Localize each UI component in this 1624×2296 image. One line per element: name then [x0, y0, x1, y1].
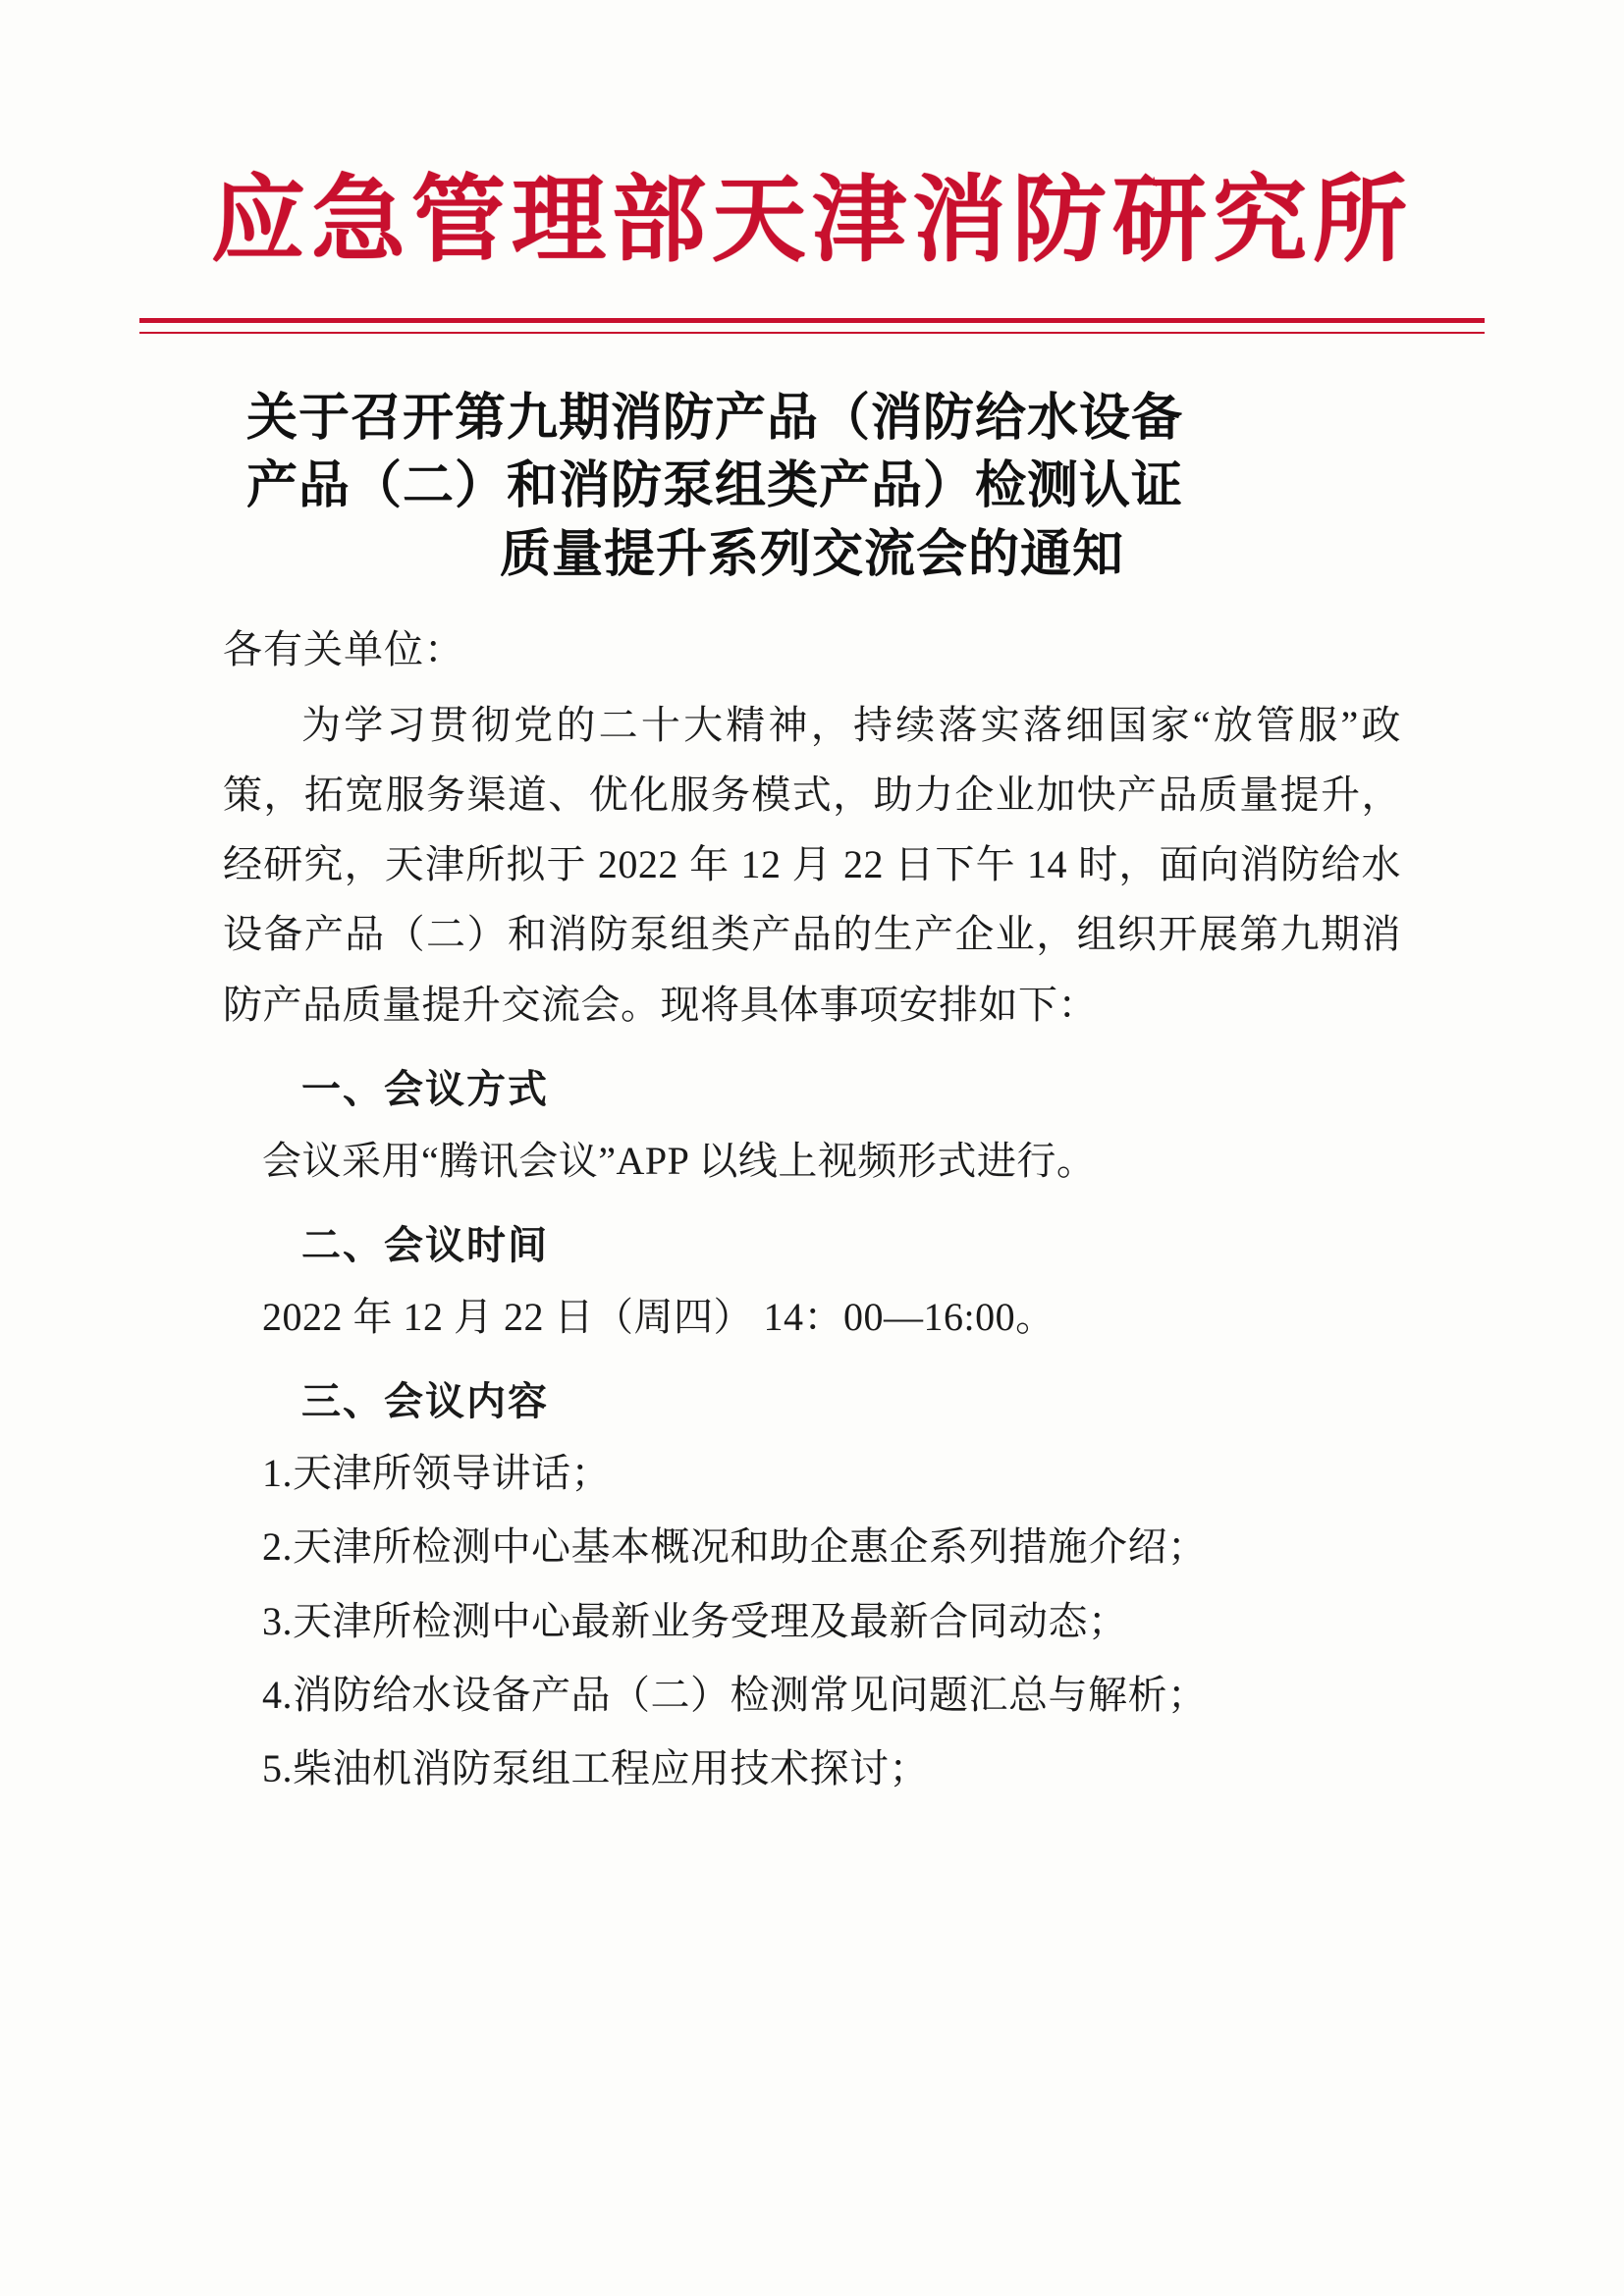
letterhead-rules [139, 318, 1485, 334]
issuing-organization: 应急管理部天津消防研究所 [211, 168, 1413, 273]
letterhead [0, 0, 1624, 334]
letterhead-rule-thick [139, 318, 1485, 323]
body-paragraph: 为学习贯彻党的二十大精神，持续落实落细国家“放管服”政策，拓宽服务渠道、优化服务模式，助力企业加快产品质量提升，经研究，天津所拟于 2022 年 12 月 22 日下午 14 时，面向消防给水设备产品（二）和消防泵组类产品的生产企业，组织开展第九期消防产品质量提升交流会。现将具体事项安排如下： [223, 702, 1401, 1027]
agenda-item: 5.柴油机消防泵组工程应用技术探讨； [262, 1745, 929, 1790]
document-title-line-1: 关于召开第九期消防产品（消防给水设备 [246, 390, 1184, 447]
section-content-meeting-method: 会议采用“腾讯会议”APP 以线上视频形式进行。 [262, 1138, 1097, 1183]
agenda-item: 2.天津所检测中心基本概况和助企惠企系列措施介绍； [262, 1524, 1208, 1570]
agenda-item: 4.消防给水设备产品（二）检测常见问题汇总与解析； [262, 1672, 1208, 1717]
document-title [223, 385, 1401, 590]
document-title-line-2: 产品（二）和消防泵组类产品）检测认证 [246, 458, 1184, 515]
agenda-item: 1.天津所领导讲话； [262, 1451, 611, 1496]
document-body [223, 334, 1401, 1803]
section-content-meeting-time: 2022 年 12 月 22 日（周四） 14：00—16:00。 [262, 1294, 1056, 1339]
agenda-item: 3.天津所检测中心最新业务受理及最新合同动态； [262, 1598, 1128, 1643]
section-heading-meeting-agenda: 三、会议内容 [301, 1379, 549, 1424]
section-heading-meeting-method: 一、会议方式 [301, 1066, 549, 1111]
document-title-line-3: 质量提升系列交流会的通知 [499, 527, 1124, 584]
section-heading-meeting-time: 二、会议时间 [301, 1222, 549, 1267]
salutation: 各有关单位： [223, 626, 464, 671]
